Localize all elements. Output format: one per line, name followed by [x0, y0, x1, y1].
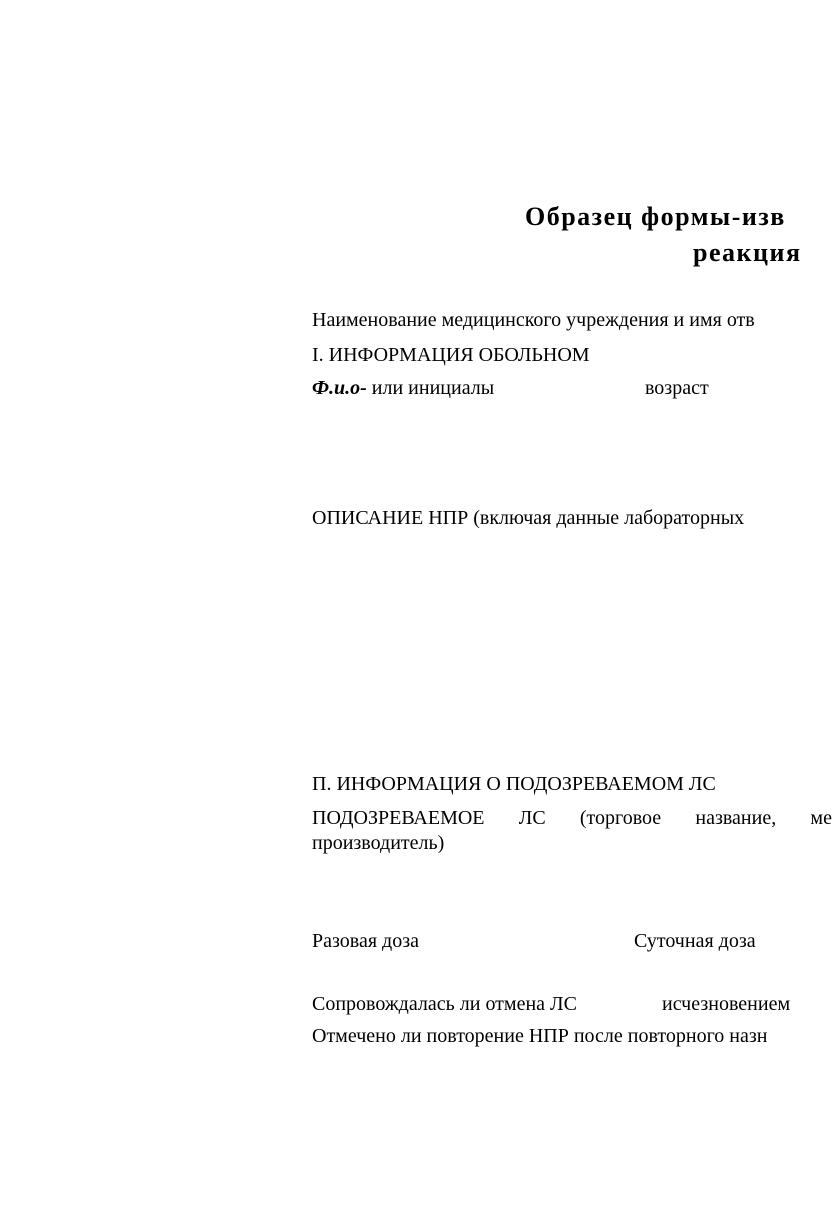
daily-dose-label: Суточная доза: [634, 930, 756, 952]
patient-name-label-bold: Ф.и.о-: [312, 377, 367, 399]
suspected-drug-word: ПОДОЗРЕВАЕМОЕ: [312, 807, 485, 829]
patient-name-label-rest: или инициалы: [366, 377, 495, 399]
section-2-heading: П. ИНФОРМАЦИЯ О ПОДОЗРЕВАЕМОМ ЛС: [312, 773, 716, 795]
suspected-drug-word: ЛС: [518, 807, 546, 829]
suspected-drug-word: название,: [695, 807, 777, 829]
npr-description-label: ОПИСАНИЕ НПР (включая данные лабораторных: [312, 507, 745, 529]
age-label: возраст: [645, 377, 709, 399]
form-title-line-2: реакция: [693, 238, 802, 267]
suspected-drug-word: ме: [810, 807, 832, 829]
patient-name-label: [312, 376, 494, 400]
section-1-heading: I. ИНФОРМАЦИЯ ОБОЛЬНОМ: [312, 344, 590, 366]
withdrawal-question-continued: исчезновением: [662, 993, 791, 1015]
recurrence-question: Отмечено ли повторение НПР после повторного назн: [312, 1025, 768, 1047]
single-dose-label: Разовая доза: [312, 930, 419, 952]
suspected-drug-line-2: производитель): [312, 832, 445, 854]
suspected-drug-line-1: [312, 806, 832, 830]
suspected-drug-word: (торговое: [579, 807, 662, 829]
form-title-line-1: Образец формы-изв: [525, 202, 786, 231]
institution-line: Наименование медицинского учреждения и имя отв: [312, 309, 755, 331]
withdrawal-question: Сопровождалась ли отмена ЛС: [312, 993, 577, 1015]
